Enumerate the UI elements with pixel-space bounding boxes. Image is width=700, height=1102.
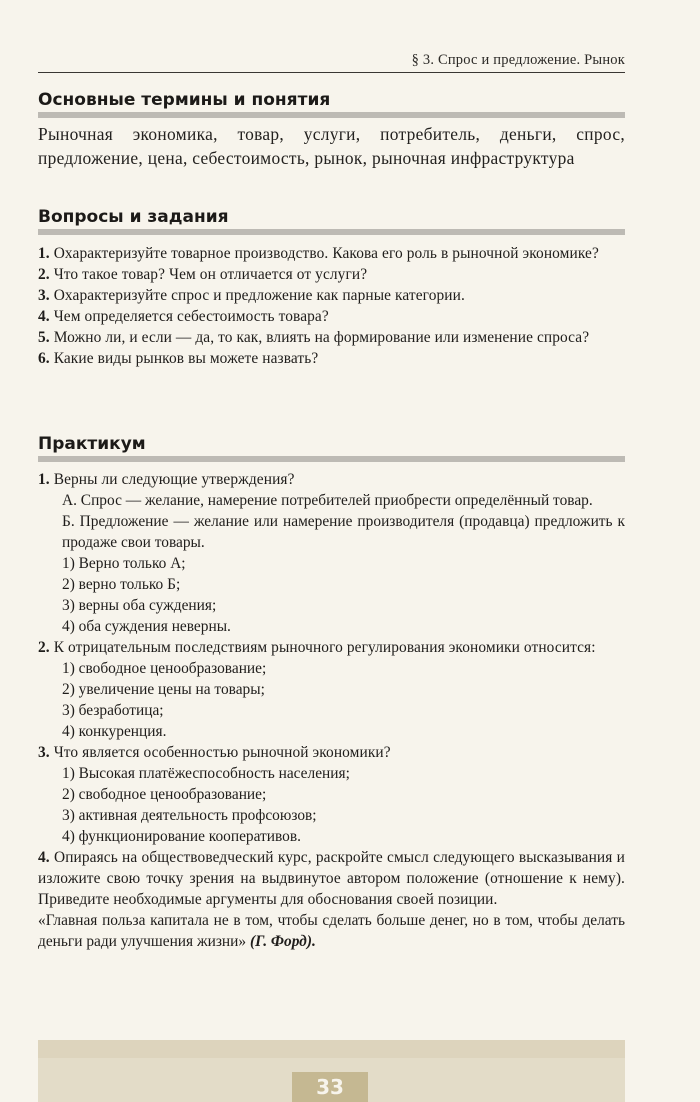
question-text: Охарактеризуйте товарное производство. Какова его роль в рыночной экономике?	[53, 245, 599, 262]
question-number: 6.	[38, 350, 50, 367]
running-header: § 3. Спрос и предложение. Рынок	[411, 52, 625, 68]
task-text: Что является особенностью рыночной экономики?	[53, 744, 391, 761]
task-text: Опираясь на обществоведческий курс, раскройте смысл следующего высказывания и изложите свою точку зрения на выдвинутое автором положение (отношение к нему). Приведите необходимые аргументы для обоснования своей позиции.	[38, 849, 626, 908]
answer-option: 3) безработица;	[62, 702, 164, 719]
question-item	[38, 264, 625, 285]
answer-option: 2) свободное ценообразование;	[62, 786, 267, 803]
statement-b: Б. Предложение — желание или намерение производителя (продавца) предложить к продаже свои товары.	[62, 513, 625, 551]
practicum-section-title: Практикум	[38, 434, 146, 454]
page-number: 33	[316, 1075, 344, 1099]
questions-list	[38, 243, 625, 369]
task-number: 1.	[38, 471, 50, 488]
question-text: Чем определяется себестоимость товара?	[53, 308, 329, 325]
practicum-task-1	[38, 469, 625, 490]
answer-option: 4) функционирование кооперативов.	[62, 828, 301, 845]
terms-section-title: Основные термины и понятия	[38, 90, 331, 110]
quote-author: (Г. Форд).	[249, 933, 316, 950]
question-text: Какие виды рынков вы можете назвать?	[53, 350, 319, 367]
answer-option: 2) верно только Б;	[62, 576, 181, 593]
question-text: Что такое товар? Чем он отличается от услуги?	[53, 266, 368, 283]
question-text: Можно ли, и если — да, то как, влиять на формирование или изменение спроса?	[53, 329, 590, 346]
practicum-task-3	[38, 742, 625, 763]
question-item	[38, 306, 625, 327]
task-number: 4.	[38, 849, 50, 866]
ford-quote	[38, 910, 625, 952]
answer-option: 1) Высокая платёжеспособность населения;	[62, 765, 350, 782]
question-item	[38, 243, 625, 264]
question-number: 2.	[38, 266, 50, 283]
answer-option: 1) свободное ценообразование;	[62, 660, 267, 677]
question-item	[38, 348, 625, 369]
practicum-task-2	[38, 637, 625, 658]
questions-section-bar	[38, 229, 625, 235]
practicum-task-4	[38, 847, 625, 910]
question-item	[38, 327, 625, 348]
question-text: Охарактеризуйте спрос и предложение как парные категории.	[53, 287, 465, 304]
page-number-tab	[292, 1072, 368, 1102]
question-number: 3.	[38, 287, 50, 304]
quote-text: «Главная польза капитала не в том, чтобы сделать больше денег, но в том, чтобы делать деньги ради улучшения жизни»	[38, 912, 625, 950]
questions-section-title: Вопросы и задания	[38, 207, 229, 227]
question-number: 4.	[38, 308, 50, 325]
question-number: 1.	[38, 245, 50, 262]
answer-option: 2) увеличение цены на товары;	[62, 681, 265, 698]
terms-text: Рыночная экономика, товар, услуги, потребитель, деньги, спрос, предложение, цена, себестоимость, рынок, рыночная инфраструктура	[38, 124, 625, 168]
task-number: 3.	[38, 744, 50, 761]
answer-option: 4) конкуренция.	[62, 723, 167, 740]
task-text: Верны ли следующие утверждения?	[53, 471, 295, 488]
answer-option: 3) активная деятельность профсоюзов;	[62, 807, 317, 824]
task-number: 2.	[38, 639, 50, 656]
answer-option: 1) Верно только А;	[62, 555, 186, 572]
statement-a: А. Спрос — желание, намерение потребителей приобрести определённый товар.	[62, 492, 593, 509]
answer-option: 4) оба суждения неверны.	[62, 618, 231, 635]
practicum-section-bar	[38, 456, 625, 462]
question-number: 5.	[38, 329, 50, 346]
header-rule	[38, 72, 625, 73]
answer-option: 3) верны оба суждения;	[62, 597, 217, 614]
task-text: К отрицательным последствиям рыночного регулирования экономики относится:	[53, 639, 596, 656]
terms-section-bar	[38, 112, 625, 118]
footer-band-top	[38, 1040, 625, 1058]
practicum-list	[38, 469, 625, 952]
question-item	[38, 285, 625, 306]
